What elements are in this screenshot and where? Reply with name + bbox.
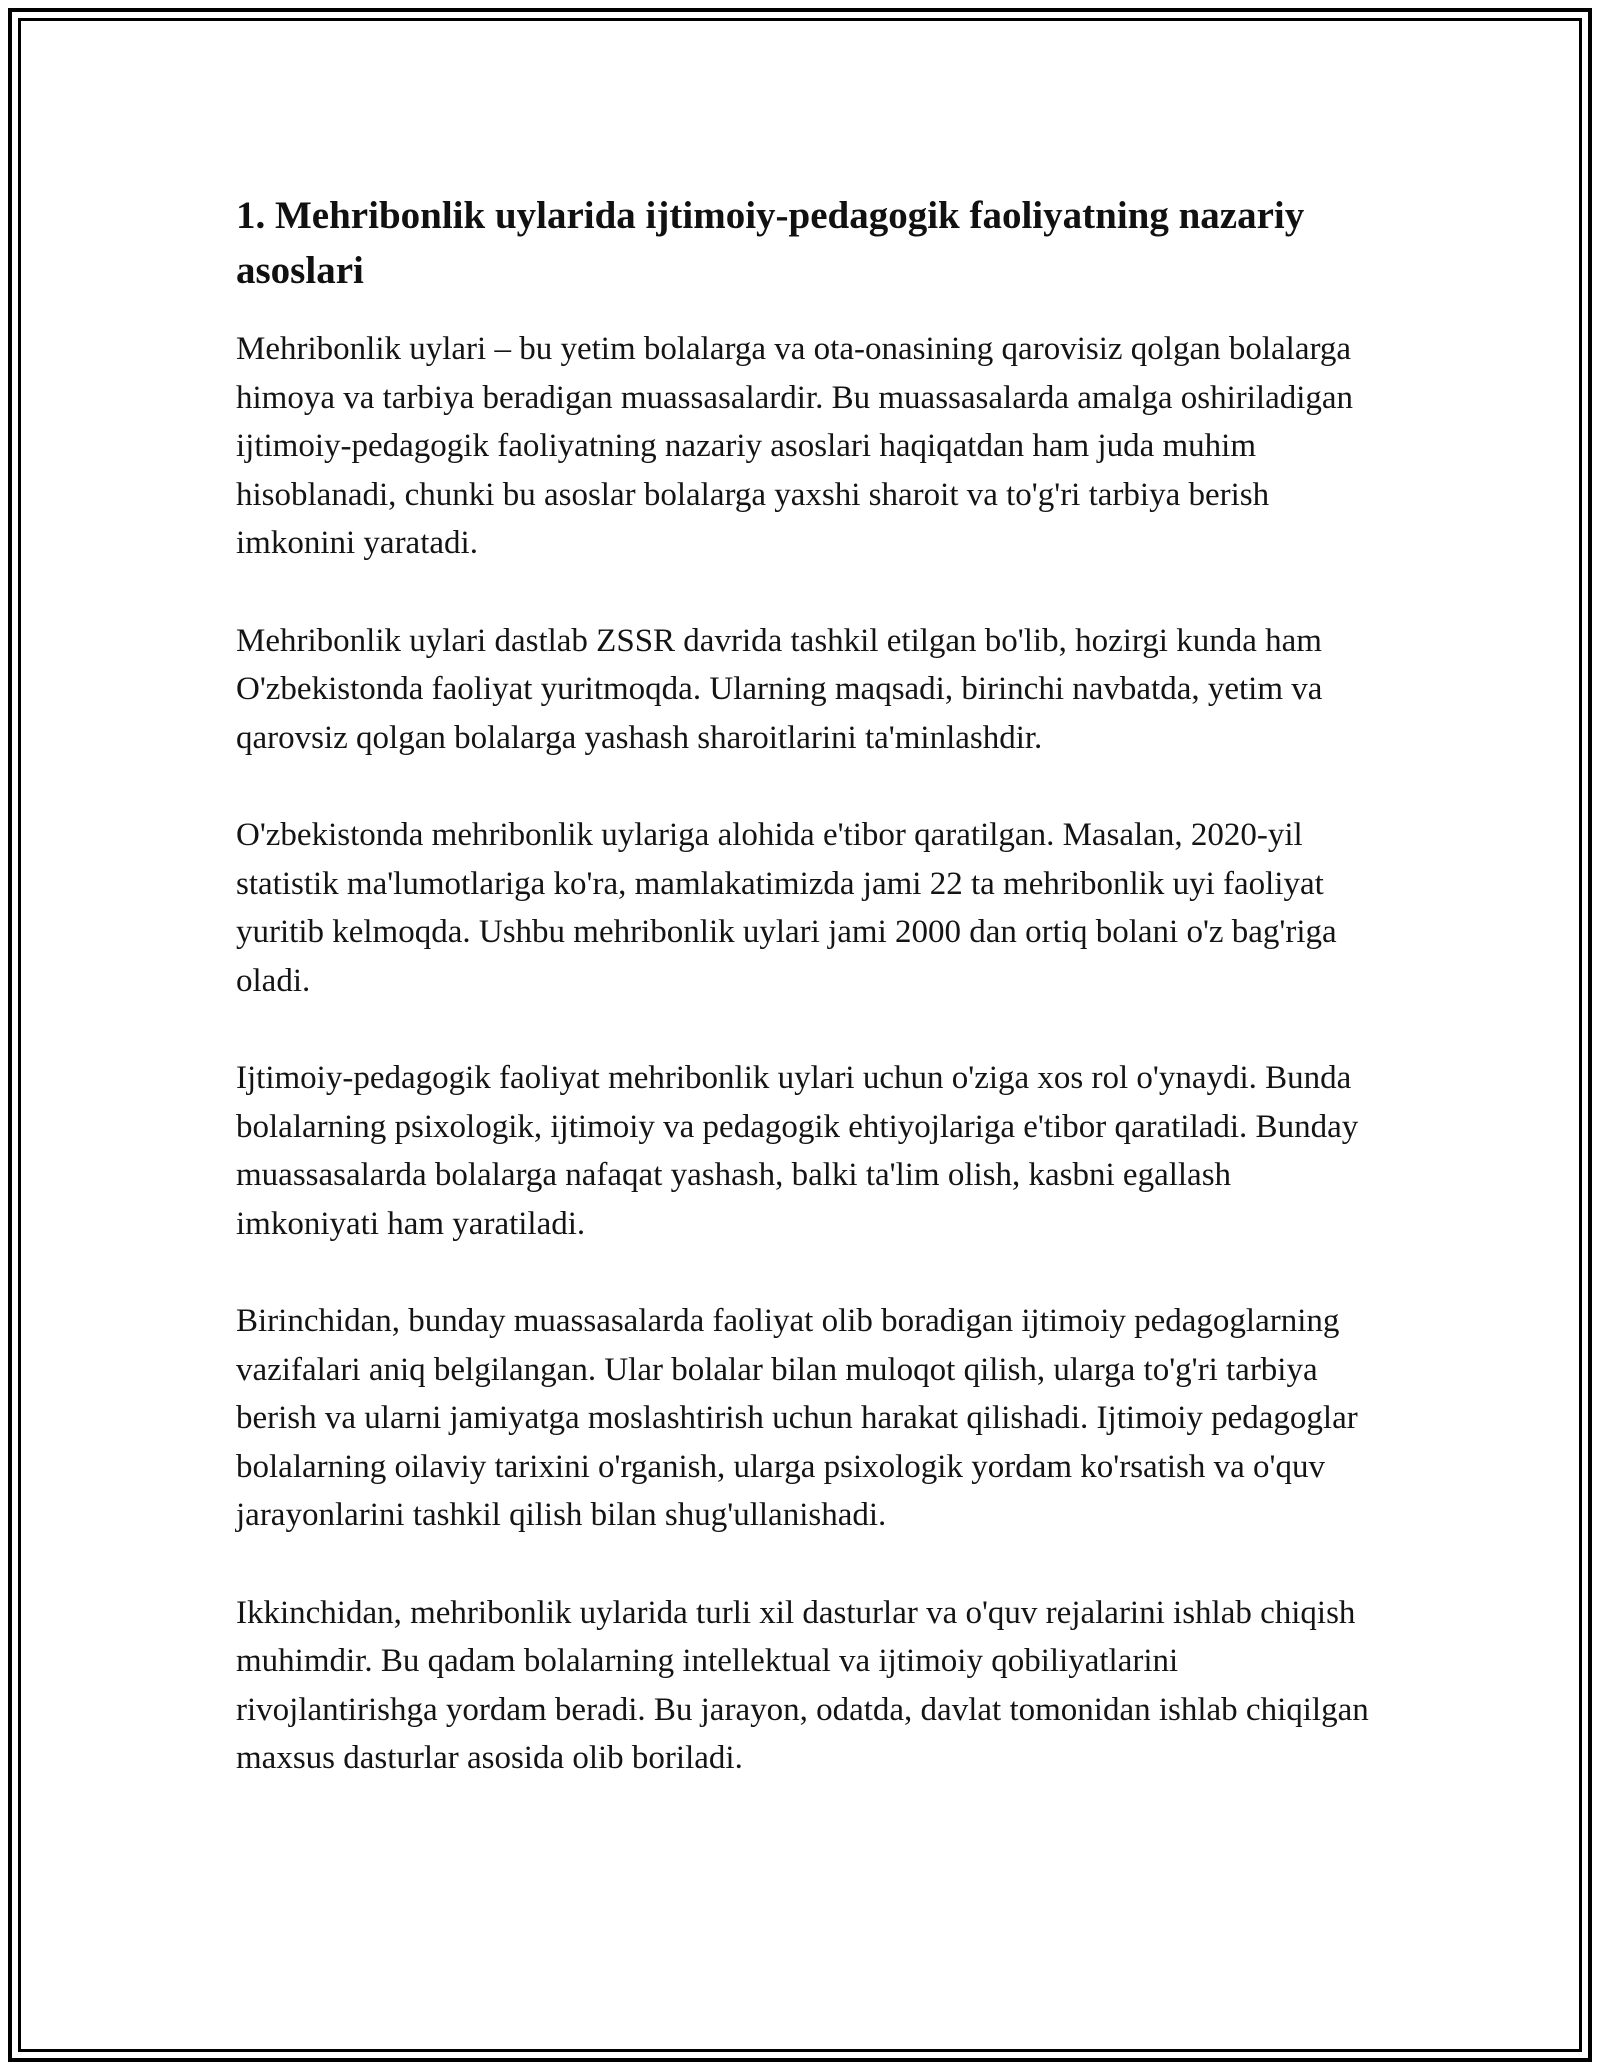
document-body	[236, 188, 1376, 1832]
paragraph: O'zbekistonda mehribonlik uylariga alohida e'tibor qaratilgan. Masalan, 2020-yil statistik ma'lumotlariga ko'ra, mamlakatimizda jami 22 ta mehribonlik uyi faoliyat yuritib kelmoqda. Ushbu mehribonlik uylari jami 2000 dan ortiq bolani o'z bag'riga oladi.	[236, 817, 1337, 999]
paragraph: Mehribonlik uylari dastlab ZSSR davrida tashkil etilgan bo'lib, hozirgi kunda ham O'zbekistonda faoliyat yuritmoqda. Ularning maqsadi, birinchi navbatda, yetim va qarovsiz qolgan bolalarga yashash sharoitlarini ta'minlashdir.	[236, 622, 1323, 756]
paragraph: Birinchidan, bunday muassasalarda faoliyat olib boradigan ijtimoiy pedagoglarning vazifalari aniq belgilangan. Ular bolalar bilan muloqot qilish, ularga to'g'ri tarbiya berish va ularni jamiyatga moslashtirish uchun harakat qilishadi. Ijtimoiy pedagoglar bolalarning oilaviy tarixini o'rganish, ularga psixologik yordam ko'rsatish va o'quv jarayonlarini tashkil qilish bilan shug'ullanishadi.	[236, 1303, 1358, 1533]
paragraph: Mehribonlik uylari – bu yetim bolalarga va ota-onasining qarovisiz qolgan bolalarga himoya va tarbiya beradigan muassasalardir. Bu muassasalarda amalga oshiriladigan ijtimoiy-pedagogik faoliyatning nazariy asoslari haqiqatdan ham juda muhim hisoblanadi, chunki bu asoslar bolalarga yaxshi sharoit va to'g'ri tarbiya berish imkonini yaratadi.	[236, 331, 1354, 561]
section-heading: 1. Mehribonlik uylarida ijtimoiy-pedagogik faoliyatning nazariy asoslari	[236, 194, 1305, 292]
paragraph: Ijtimoiy-pedagogik faoliyat mehribonlik uylari uchun o'ziga xos rol o'ynaydi. Bunda bolalarning psixologik, ijtimoiy va pedagogik ehtiyojlariga e'tibor qaratiladi. Bunday muassasalarda bolalarga nafaqat yashash, balki ta'lim olish, kasbni egallash imkoniyati ham yaratiladi.	[236, 1060, 1359, 1242]
paragraph: Ikkinchidan, mehribonlik uylarida turli xil dasturlar va o'quv rejalarini ishlab chiqish muhimdir. Bu qadam bolalarning intellektual va ijtimoiy qobiliyatlarini rivojlantirishga yordam beradi. Bu jarayon, odatda, davlat tomonidan ishlab chiqilgan maxsus dasturlar asosida olib boriladi.	[236, 1594, 1369, 1776]
